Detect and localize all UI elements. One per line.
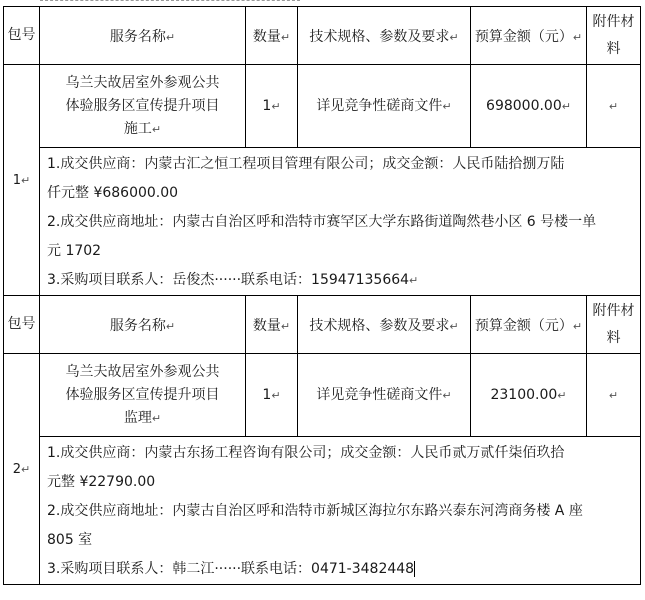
package-1-address-line: 2.成交供应商地址：内蒙古自治区呼和浩特市赛罕区大学东路街道陶然巷小区 6 号楼一单 <box>47 214 597 230</box>
package-2-number: 2↵ <box>4 354 40 585</box>
header-budget: 预算金额（元）↵ <box>471 7 587 65</box>
package-2-service-name: 乌兰夫故居室外参观公共 体验服务区宣传提升项目 监理↵ <box>40 354 246 437</box>
table-header-row <box>4 7 641 65</box>
header-quantity: 数量↵ <box>246 7 298 65</box>
package-1-item-row <box>4 65 641 148</box>
package-1-amount-line: 仟元整 ¥686000.00 <box>47 185 179 201</box>
package-2-address-line-cont: 805 室 <box>47 532 93 548</box>
package-1-quantity: 1↵ <box>246 65 298 148</box>
header-attachments: 附件材料 <box>587 296 641 354</box>
header-spec: 技术规格、参数及要求↵ <box>298 296 471 354</box>
header-service-name: 服务名称↵ <box>40 7 246 65</box>
header-service-name: 服务名称↵ <box>40 296 246 354</box>
header-budget: 预算金额（元）↵ <box>471 296 587 354</box>
package-2-spec: 详见竞争性磋商文件↵ <box>298 354 471 437</box>
package-1-result-details <box>40 148 641 296</box>
package-1-budget: 698000.00↵ <box>471 65 587 148</box>
header-package-number: 包号 <box>4 7 40 65</box>
header-package-number: 包号 <box>4 296 40 354</box>
package-2-attachments: ↵ <box>587 354 641 437</box>
package-2-result-details <box>40 437 641 585</box>
package-2-item-row <box>4 354 641 437</box>
package-1-result-row <box>4 148 641 296</box>
package-1-number: 1↵ <box>4 65 40 296</box>
package-1-spec: 详见竞争性磋商文件↵ <box>298 65 471 148</box>
table-header-row-2 <box>4 296 641 354</box>
package-2-supplier-line: 1.成交供应商：内蒙古东扬工程咨询有限公司；成交金额：人民币贰万贰仟柒佰玖拾 <box>47 445 565 461</box>
cropped-top-text-remnant <box>40 0 300 3</box>
text-cursor <box>414 561 415 577</box>
package-1-address-line-cont: 元 1702 <box>47 243 102 259</box>
package-1-supplier-line: 1.成交供应商：内蒙古汇之恒工程项目管理有限公司；成交金额：人民币陆拾捌万陆 <box>47 156 565 172</box>
package-2-address-line: 2.成交供应商地址：内蒙古自治区呼和浩特市新城区海拉尔东路兴泰东河湾商务楼 A 座 <box>47 503 583 519</box>
package-1-contact-line: 3.采购项目联系人：岳俊杰······联系电话：15947135664↵ <box>47 272 419 288</box>
package-2-contact-line: 3.采购项目联系人：韩二江······联系电话：0471-3482448 <box>47 561 415 577</box>
package-1-attachments: ↵ <box>587 65 641 148</box>
header-attachments: 附件材料 <box>587 7 641 65</box>
package-1-service-name: 乌兰夫故居室外参观公共 体验服务区宣传提升项目 施工↵ <box>40 65 246 148</box>
procurement-result-table <box>3 6 641 585</box>
package-2-result-row <box>4 437 641 585</box>
header-quantity: 数量↵ <box>246 296 298 354</box>
package-2-amount-line: 元整 ¥22790.00 <box>47 474 156 490</box>
header-spec: 技术规格、参数及要求↵ <box>298 7 471 65</box>
package-2-budget: 23100.00↵ <box>471 354 587 437</box>
package-2-quantity: 1↵ <box>246 354 298 437</box>
